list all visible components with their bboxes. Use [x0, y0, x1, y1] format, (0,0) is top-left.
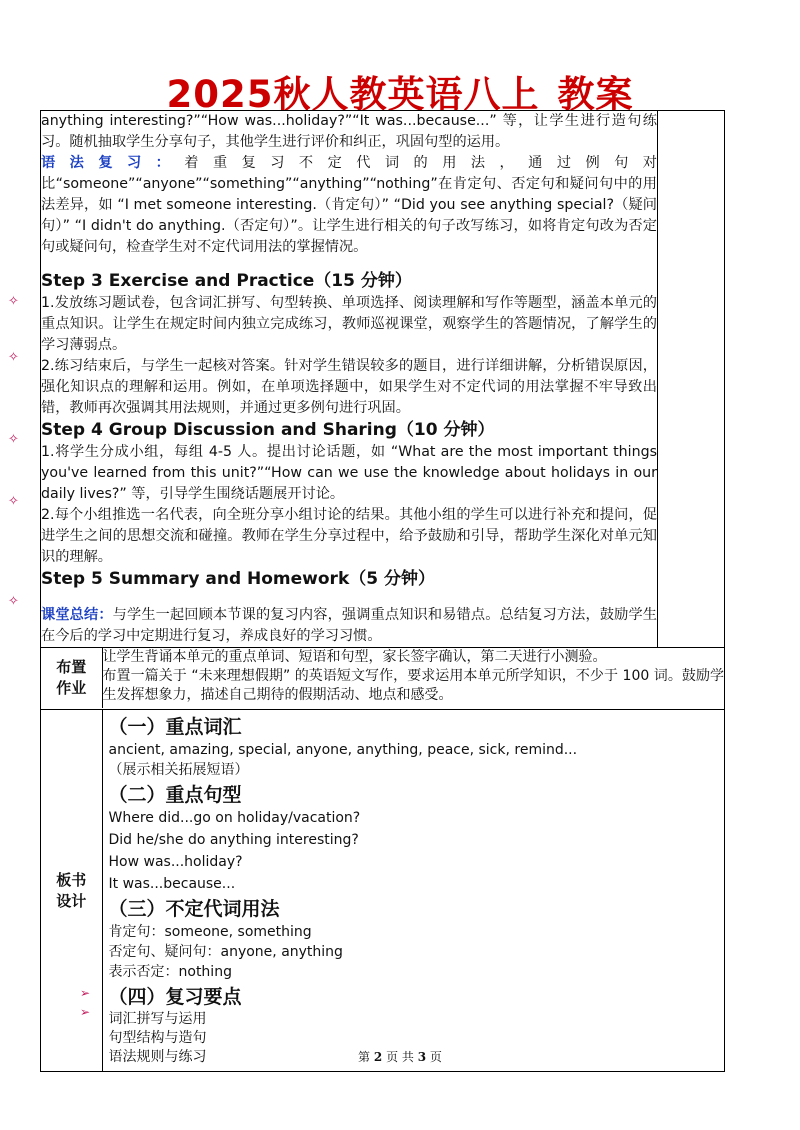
board-content	[102, 710, 724, 1071]
board-vocab: ancient, amazing, special, anyone, anything, peace, sick, remind...	[108, 742, 578, 758]
title-text: 秋人教英语八上	[273, 73, 540, 116]
summary-text: 与学生一起回顾本节课的复习内容，强调重点知识和易错点。总结复习方法，鼓励学生在今后的学习中定期进行复习，养成良好的学习习惯。	[41, 607, 657, 644]
board-sentence: How was...holiday?	[108, 854, 243, 870]
homework-line-1: 让学生背诵本单元的重点单词、短语和句型，家长签字确认，第二天进行小测验。	[102, 649, 607, 665]
board-pronoun-line: 肯定句：someone, something	[108, 924, 312, 940]
diamond-star-icon: ✧	[8, 494, 19, 509]
board-review-point: 词汇拼写与运用	[108, 1011, 207, 1027]
diamond-star-icon: ✧	[8, 294, 19, 309]
board-section-3-title: （三）不定代词用法	[108, 898, 280, 920]
board-section-1-title: （一）重点词汇	[108, 716, 242, 738]
grammar-paragraph	[41, 153, 657, 258]
arrow-bullet-icon: ➢	[80, 1005, 91, 1019]
step3-heading: Step 3 Exercise and Practice（15 分钟）	[41, 271, 412, 291]
board-pronoun-line: 否定句、疑问句：anyone, anything	[108, 944, 343, 960]
board-vocab-note: （展示相关拓展短语）	[108, 762, 249, 778]
homework-row	[41, 648, 725, 710]
board-pronoun-line: 表示否定：nothing	[108, 964, 232, 980]
grammar-label: 语法复习：	[41, 155, 185, 171]
diamond-star-icon: ✧	[8, 594, 19, 609]
lesson-table	[40, 110, 725, 1072]
board-sentence: Did he/she do anything interesting?	[108, 832, 359, 848]
board-section-4-title: （四）复习要点	[108, 986, 242, 1008]
step4-heading: Step 4 Group Discussion and Sharing（10 分钟）	[41, 420, 495, 440]
board-review-point: 语法规则与练习	[108, 1049, 207, 1065]
intro-paragraph: anything interesting?”“How was...holiday?”“It was...because...” 等，让学生进行造句练习。随机抽取学生分享句子，其他学生进行评价和纠正，巩固句型的运用。	[41, 113, 657, 150]
board-label: 板书设计	[41, 710, 102, 1071]
step5-heading: Step 5 Summary and Homework（5 分钟）	[41, 569, 435, 589]
board-sentence: Where did...go on holiday/vacation?	[108, 810, 361, 826]
arrow-bullet-icon: ➢	[80, 986, 91, 1000]
board-sentence: It was...because...	[108, 876, 236, 892]
lesson-content	[41, 111, 658, 648]
step4-item-2: 2.每个小组推选一名代表，向全班分享小组讨论的结果。其他小组的学生可以进行补充和提问，促进学生之间的思想交流和碰撞。教师在学生分享过程中，给予鼓励和引导，帮助学生深化对单元知识的理解。	[41, 507, 657, 565]
board-section-2-title: （二）重点句型	[108, 784, 242, 806]
current-page: 2	[373, 1050, 383, 1064]
page-footer: 第 2 页 共 3 页	[358, 1050, 442, 1064]
board-review-point: 句型结构与造句	[108, 1030, 207, 1046]
step3-item-1: 1.发放练习题试卷，包含词汇拼写、句型转换、单项选择、阅读理解和写作等题型，涵盖本单元的重点知识。让学生在规定时间内独立完成练习，教师巡视课堂，观察学生的答题情况，了解学生的学习薄弱点。	[41, 295, 657, 353]
board-row	[41, 710, 725, 1072]
diamond-star-icon: ✧	[8, 350, 19, 365]
diamond-star-icon: ✧	[8, 432, 19, 447]
summary-label: 课堂总结：	[41, 607, 113, 623]
homework-label: 布置作业	[41, 648, 102, 708]
title-suffix: 教案	[557, 73, 634, 116]
step4-item-1: 1.将学生分成小组，每组 4-5 人。提出讨论话题，如 “What are the most important things you've learned from this unit?”“How can we use the knowledge about holidays in our daily lives?” 等，引导学生围绕话题展开讨论。	[41, 444, 657, 502]
title-year: 2025	[166, 73, 274, 116]
homework-content	[102, 648, 724, 708]
summary-paragraph	[41, 605, 657, 647]
grammar-text: 着重复习不定代词的用法，通过例句对比“someone”“anyone”“something”“anything”“nothing”在肯定句、否定句和疑问句中的用法差异，如 “I met someone interesting.（肯定句）” “Did you see anything special?（疑问句）” “I didn't do anything.（否定句）”。让学生进行相关的句子改写练习，如将肯定句改为否定句或疑问句，检查学生对不定代词用法的掌握情况。	[41, 155, 657, 255]
total-pages: 3	[417, 1050, 427, 1064]
step3-item-2: 2.练习结束后，与学生一起核对答案。针对学生错误较多的题目，进行详细讲解，分析错误原因，强化知识点的理解和运用。例如，在单项选择题中，如果学生对不定代词的用法掌握不牢导致出错，教师再次强调其用法规则，并通过更多例句进行巩固。	[41, 358, 657, 416]
notes-column	[658, 111, 725, 648]
homework-line-2: 布置一篇关于 “未来理想假期” 的英语短文写作，要求运用本单元所学知识，不少于 100 词。鼓励学生发挥想象力，描述自己期待的假期活动、地点和感受。	[102, 668, 724, 703]
